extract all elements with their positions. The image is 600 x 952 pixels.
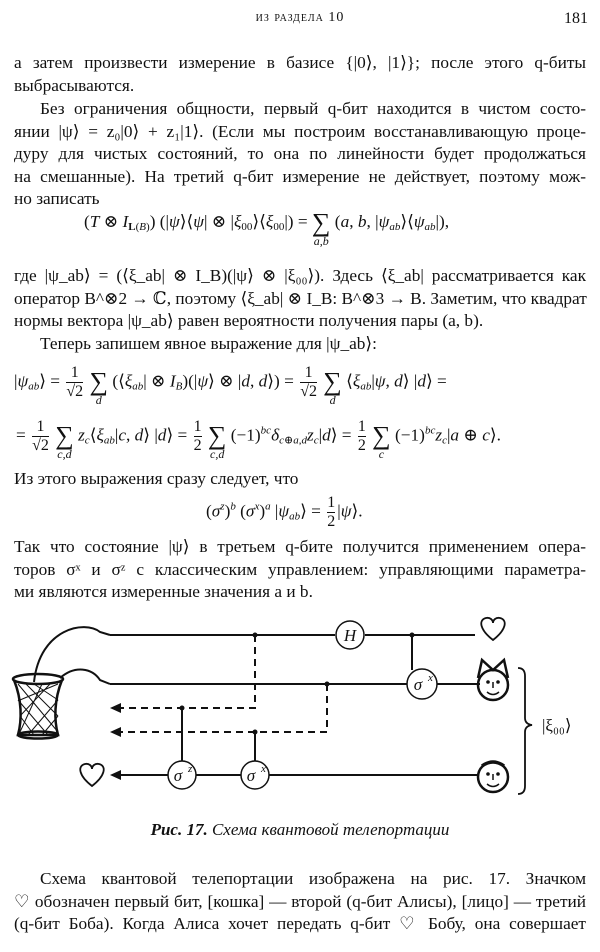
- sigma-z-gate-bob: [168, 761, 196, 789]
- teleportation-circuit-diagram: [0, 600, 600, 810]
- sigma-x-gate-alice: [407, 669, 437, 699]
- heart-icon: [80, 764, 103, 786]
- text-line: где |ψ_ab⟩ = (⟨ξ_ab| ⊗ I_B)(|ψ⟩ ⊗ |ξ₀₀⟩). Здесь ⟨ξ_ab| рассматривается как: [14, 266, 586, 285]
- bell-state-label: |ξ₀₀⟩: [542, 716, 572, 735]
- page-number: 181: [564, 10, 588, 27]
- hadamard-gate: [336, 621, 364, 649]
- running-header: [0, 10, 600, 32]
- svg-text:z: z: [188, 763, 193, 775]
- heart-icon: [481, 618, 504, 640]
- paragraph-6: [14, 536, 586, 604]
- text-line: но записать: [14, 189, 100, 209]
- text-line: нормы вектора |ψ_ab⟩ равен вероятности получения пары (a, b).: [14, 311, 484, 331]
- equation-1: (T ⊗ $I_{L(B)}$) (|ψ⟩⟨ψ| ⊗ $|\xi_{00}⟩⟨\xi_{00}|$) = ∑ a,b (a, b, $|\psi_{ab}⟩⟨\psi_{ab}|$),: [84, 208, 450, 248]
- text-line: янии |ψ⟩ = z₀|0⟩ + z₁|1⟩. (Если мы построим восстанавливающую проце-: [14, 121, 586, 141]
- caption-label: Рис. 17.: [150, 820, 208, 839]
- equation-2-line-1: $|\psi_{ab}⟩$ = $\frac{1}{√2}$ ∑ d ($⟨\xi_{ab}|$ ⊗ $I_B)(|\psi⟩$ ⊗ |d, d⟩) = $\frac{1}{√2}$ ∑ d $⟨\xi_{ab}|\psi$, d⟩ |d⟩ =: [14, 364, 447, 408]
- equation-3: $(\sigma^z)^b$ $(\sigma^x)^a$ $|\psi_{ab}⟩$ = $\frac{1}{2}$ |ψ⟩.: [206, 494, 363, 530]
- text-line: дуру для чистых состояний, то она по линейности будет продолжаться: [14, 144, 586, 164]
- svg-text:x: x: [428, 672, 433, 684]
- text-line: Теперь запишем явное выражение для |ψ_ab⟩:: [40, 333, 377, 353]
- text-line: торов σˣ и σᶻ с классическим управлением: управляющими параметра-: [14, 559, 586, 579]
- text-line: а затем произвести измерение в базисе {|0⟩, |1⟩}; после этого q-биты: [14, 53, 586, 72]
- paragraph-1: [14, 52, 586, 97]
- text-line: на смешанные). На третий q-бит измерение не действует, поэтому мож-: [14, 166, 586, 186]
- svg-text:σ: σ: [246, 766, 256, 785]
- svg-text:σ: σ: [413, 675, 423, 694]
- svg-text:x: x: [261, 763, 266, 775]
- sigma-x-gate-bob: [241, 761, 269, 789]
- cat-face-icon: [478, 660, 508, 700]
- paragraph-5: [14, 468, 586, 491]
- wastebasket-icon: [13, 674, 63, 739]
- text-line: (q-бит Боба). Когда Алиса хочет передать q-бит ♡ Бобу, она совершает: [14, 914, 586, 934]
- paragraph-2: [14, 98, 586, 211]
- face-icon: [478, 762, 508, 792]
- equation-2-line-2: = $\frac{1}{√2}$ ∑ c,d $z_c⟨\xi_{ab}|c$, d⟩ |d⟩ = $\frac{1}{2}$ ∑ c,d $(-1)^{bc}\delta_{c\oplus a,d}z_c|d⟩$ = $\frac{1}{2}$ ∑ c $(-1)^{bc}z_c|a$ ⊕ c⟩.: [16, 418, 501, 462]
- paragraph-7: [14, 868, 586, 936]
- text-line: ♡ обозначен первый бит, [кошка] — второй (q-бит Алисы), [лицо] — третий: [14, 891, 586, 911]
- running-title: из раздела 10: [255, 10, 345, 25]
- text-line: Схема квантовой телепортации изображена на рис. 17. Значком: [40, 869, 586, 888]
- paragraph-3: [14, 265, 586, 355]
- figure-caption: [0, 820, 600, 840]
- text-line: оператор B^⊗2 → ℂ, поэтому ⟨ξ_ab| ⊗ I_B: B^⊗3 → B. Заметим, что квадрат: [14, 288, 587, 308]
- svg-text:H: H: [343, 626, 357, 645]
- text-line: Из этого выражения сразу следует, что: [14, 469, 299, 488]
- text-line: Так что состояние |ψ⟩ в третьем q-бите получится применением опера-: [14, 537, 586, 556]
- caption-text: Схема квантовой телепортации: [211, 820, 450, 839]
- svg-text:σ: σ: [173, 766, 183, 785]
- text-line: ми являются измеренные значения a и b.: [14, 582, 313, 602]
- right-brace: [518, 668, 532, 794]
- text-line: Без ограничения общности, первый q-бит находится в чистом состо-: [40, 99, 586, 118]
- text-line: выбрасываются.: [14, 75, 135, 95]
